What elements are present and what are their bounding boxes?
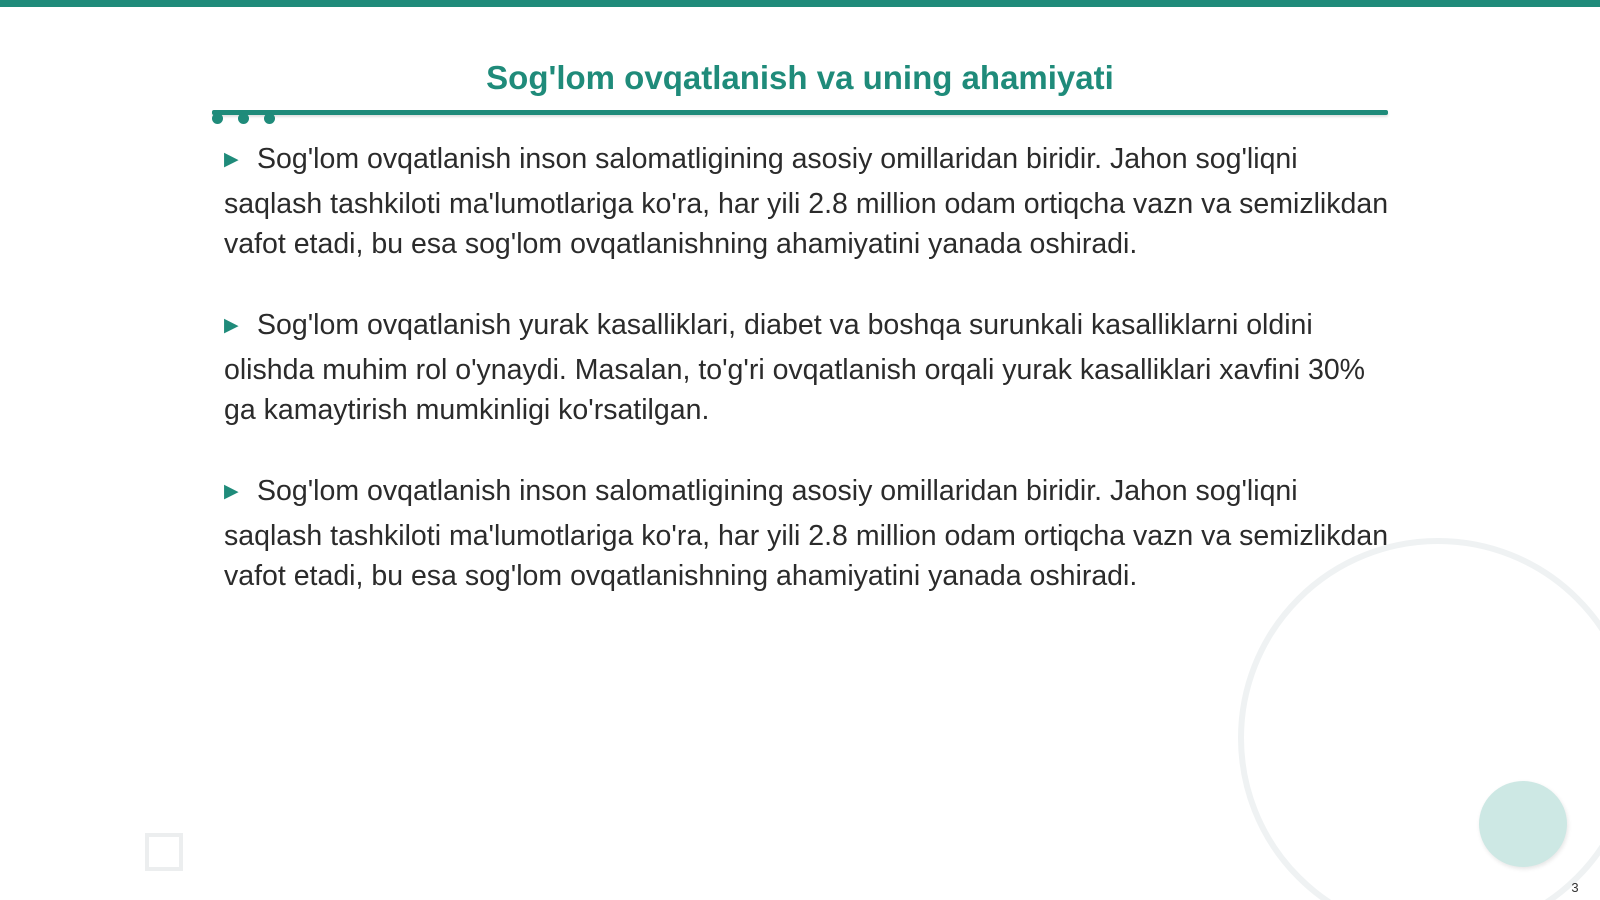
slide-number: 3 [1571, 880, 1579, 895]
decor-dot [212, 113, 223, 124]
bullet-item [224, 305, 1394, 431]
title-underline [212, 110, 1388, 115]
decor-bubble [1479, 781, 1567, 867]
bullet-text: Sog'lom ovqatlanish inson salomatligining asosiy omillaridan biridir. Jahon sog'liqni saqlash tashkiloti ma'lumotlariga ko'ra, har yili 2.8 million odam ortiqcha vazn va semizlikdan vafot etadi, bu esa sog'lom ovqatlanishning ahamiyatini yanada oshiradi. [224, 143, 1389, 260]
slide-title: Sog'lom ovqatlanish va uning ahamiyati [486, 59, 1114, 96]
triangle-right-icon: ▶ [224, 315, 239, 336]
bullet-item [224, 471, 1394, 597]
bullet-text: Sog'lom ovqatlanish yurak kasalliklari, diabet va boshqa surunkali kasalliklarni oldini olishda muhim rol o'ynaydi. Masalan, to'g'ri ovqatlanish orqali yurak kasalliklari xavfini 30% ga kamaytirish mumkinligi ko'rsatilgan. [224, 309, 1366, 426]
bullet-item [224, 139, 1394, 265]
triangle-right-icon: ▶ [224, 481, 239, 502]
title-dots [212, 113, 290, 125]
top-accent-bar [0, 0, 1600, 7]
bullet-list [224, 139, 1394, 637]
bullet-text: Sog'lom ovqatlanish inson salomatligining asosiy omillaridan biridir. Jahon sog'liqni saqlash tashkiloti ma'lumotlariga ko'ra, har yili 2.8 million odam ortiqcha vazn va semizlikdan vafot etadi, bu esa sog'lom ovqatlanishning ahamiyatini yanada oshiradi. [224, 475, 1389, 592]
decor-dot [238, 113, 249, 124]
decor-square [145, 833, 183, 871]
decor-dot [264, 113, 275, 124]
triangle-right-icon: ▶ [224, 149, 239, 170]
